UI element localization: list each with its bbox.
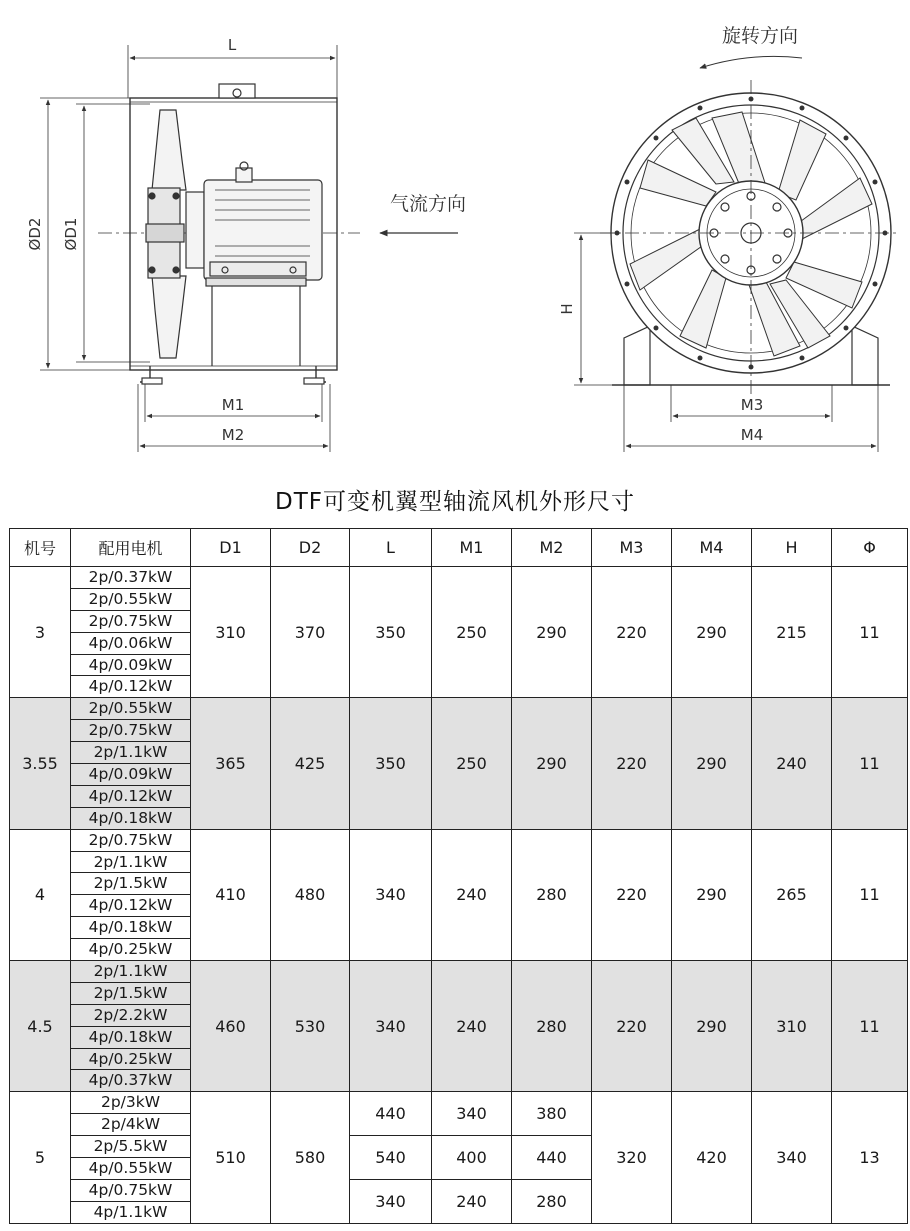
m2-cell: 280 [512, 961, 592, 1092]
table-row [10, 829, 908, 960]
model-group [10, 698, 908, 829]
motor-option: 4p/0.25kW [88, 940, 173, 959]
m2-value: 380 [512, 1092, 591, 1136]
m3-cell: 320 [592, 1092, 672, 1223]
m2-cell: 280 [512, 829, 592, 960]
model-number-cell: 3.55 [10, 698, 71, 829]
motor-option: 2p/1.1kW [71, 742, 190, 764]
m2-value: 280 [536, 1191, 567, 1211]
motor-option: 2p/0.55kW [71, 698, 190, 720]
motor-option: 2p/0.75kW [71, 611, 190, 633]
document-title: DTF可变机翼型轴流风机外形尺寸 [275, 489, 635, 515]
m4-cell: 420 [672, 1092, 752, 1223]
phi-cell: 11 [832, 698, 908, 829]
table-header-row [10, 529, 908, 567]
d1-cell: 365 [191, 698, 271, 829]
m1-cell: 250 [432, 567, 512, 698]
m1-value: 240 [456, 1191, 487, 1211]
h-cell: 265 [752, 829, 832, 960]
model-number-cell: 3 [10, 567, 71, 698]
header-cell: H [752, 529, 832, 567]
motor-option: 2p/1.5kW [71, 873, 190, 895]
d2-cell: 425 [271, 698, 350, 829]
table-row [10, 567, 908, 698]
l-value: 340 [375, 1191, 406, 1211]
dim-label-L: L [227, 36, 237, 54]
l-value: 540 [350, 1136, 431, 1180]
motor-option: 4p/0.12kW [88, 677, 173, 696]
phi-cell: 13 [832, 1092, 908, 1223]
d1-cell: 460 [191, 961, 271, 1092]
header-cell: 配用电机 [71, 529, 191, 567]
header-cell: M2 [512, 529, 592, 567]
d1-cell: 410 [191, 829, 271, 960]
dim-label-M4: M4 [740, 426, 764, 444]
dim-label-D1: ØD1 [62, 217, 80, 251]
motor-option: 2p/0.75kW [71, 720, 190, 742]
motor-option: 2p/5.5kW [71, 1136, 190, 1158]
l-cell [350, 1092, 432, 1223]
motor-option: 4p/0.06kW [71, 633, 190, 655]
dim-label-M1: M1 [221, 396, 245, 414]
h-cell: 240 [752, 698, 832, 829]
h-cell: 310 [752, 961, 832, 1092]
motor-option: 4p/0.18kW [71, 917, 190, 939]
motor-cell [71, 698, 191, 829]
dimension-spec-table [9, 528, 908, 1224]
model-number-cell: 4.5 [10, 961, 71, 1092]
m3-cell: 220 [592, 961, 672, 1092]
table-row [10, 961, 908, 1092]
m2-value: 440 [512, 1136, 591, 1180]
side-view-drawing [40, 45, 458, 452]
model-group [10, 829, 908, 960]
model-group [10, 961, 908, 1092]
motor-option: 2p/0.55kW [71, 589, 190, 611]
d2-cell: 480 [271, 829, 350, 960]
header-cell: D1 [191, 529, 271, 567]
d2-cell: 580 [271, 1092, 350, 1223]
motor-option: 4p/0.12kW [71, 895, 190, 917]
d2-cell: 530 [271, 961, 350, 1092]
m2-cell: 290 [512, 567, 592, 698]
motor-option: 2p/0.75kW [71, 830, 190, 852]
dim-label-M3: M3 [740, 396, 764, 414]
dim-label-M2: M2 [221, 426, 245, 444]
m4-cell: 290 [672, 698, 752, 829]
m1-cell: 240 [432, 829, 512, 960]
phi-cell: 11 [832, 567, 908, 698]
m3-cell: 220 [592, 829, 672, 960]
l-cell: 350 [350, 567, 432, 698]
motor-option: 4p/0.55kW [71, 1158, 190, 1180]
motor-cell [71, 1092, 191, 1223]
motor-option: 4p/0.25kW [71, 1049, 190, 1071]
motor-option: 2p/1.1kW [71, 961, 190, 983]
table-row [10, 1092, 908, 1223]
motor-option: 4p/0.37kW [88, 1071, 173, 1090]
m2-cell [512, 1092, 592, 1223]
phi-cell: 11 [832, 961, 908, 1092]
motor-option: 2p/1.1kW [71, 852, 190, 874]
table-row [10, 698, 908, 829]
l-cell: 350 [350, 698, 432, 829]
header-cell: D2 [271, 529, 350, 567]
technical-drawings [0, 0, 910, 470]
m1-value: 340 [432, 1092, 511, 1136]
motor-option: 4p/0.09kW [71, 655, 190, 677]
m3-cell: 220 [592, 698, 672, 829]
phi-cell: 11 [832, 829, 908, 960]
motor-option: 2p/1.5kW [71, 983, 190, 1005]
airflow-direction-label: 气流方向 [389, 193, 467, 215]
m1-cell: 240 [432, 961, 512, 1092]
motor-option: 4p/0.18kW [88, 808, 173, 827]
l-cell: 340 [350, 961, 432, 1092]
l-value: 440 [350, 1092, 431, 1136]
motor-option: 2p/3kW [71, 1092, 190, 1114]
front-view-drawing [574, 56, 900, 452]
motor-option: 2p/4kW [71, 1114, 190, 1136]
motor-cell [71, 567, 191, 698]
m4-cell: 290 [672, 829, 752, 960]
rotation-direction-label: 旋转方向 [721, 25, 799, 47]
dim-label-H: H [558, 303, 576, 315]
model-number-cell: 5 [10, 1092, 71, 1223]
m3-cell: 220 [592, 567, 672, 698]
model-group [10, 1092, 908, 1223]
model-number-cell: 4 [10, 829, 71, 960]
header-cell: L [350, 529, 432, 567]
header-cell: M4 [672, 529, 752, 567]
header-cell: Φ [832, 529, 908, 567]
header-cell: 机号 [10, 529, 71, 567]
h-cell: 340 [752, 1092, 832, 1223]
motor-cell [71, 961, 191, 1092]
l-cell: 340 [350, 829, 432, 960]
m1-cell [432, 1092, 512, 1223]
motor-option: 2p/0.37kW [71, 567, 190, 589]
motor-option: 4p/0.18kW [71, 1027, 190, 1049]
dim-label-D2: ØD2 [26, 217, 44, 251]
motor-option: 4p/0.75kW [71, 1180, 190, 1202]
motor-cell [71, 829, 191, 960]
motor-option: 2p/2.2kW [71, 1005, 190, 1027]
m1-value: 400 [432, 1136, 511, 1180]
d1-cell: 510 [191, 1092, 271, 1223]
header-cell: M1 [432, 529, 512, 567]
header-cell: M3 [592, 529, 672, 567]
m2-cell: 290 [512, 698, 592, 829]
d1-cell: 310 [191, 567, 271, 698]
model-group [10, 567, 908, 698]
motor-option: 4p/0.09kW [71, 764, 190, 786]
motor-option: 4p/1.1kW [93, 1202, 168, 1221]
m4-cell: 290 [672, 961, 752, 1092]
d2-cell: 370 [271, 567, 350, 698]
motor-option: 4p/0.12kW [71, 786, 190, 808]
h-cell: 215 [752, 567, 832, 698]
m4-cell: 290 [672, 567, 752, 698]
m1-cell: 250 [432, 698, 512, 829]
